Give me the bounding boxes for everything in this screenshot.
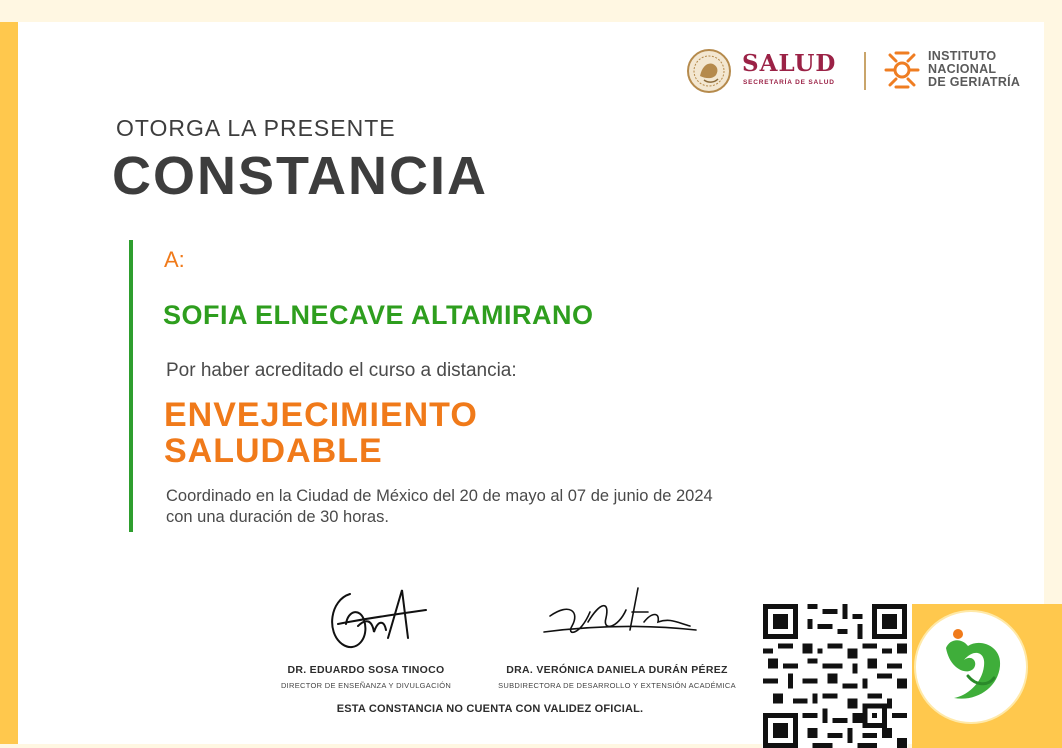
signature-1-icon	[318, 580, 430, 658]
course-details	[166, 486, 713, 528]
signature-2-icon	[540, 582, 700, 652]
signer-2-name: DRA. VERÓNICA DANIELA DURÁN PÉREZ	[506, 664, 728, 676]
course-title	[164, 397, 478, 469]
institute-line-3: DE GERIATRÍA	[928, 75, 1021, 89]
intro-text: OTORGA LA PRESENTE	[116, 115, 396, 141]
reason-text: Por haber acreditado el curso a distancia:	[166, 360, 517, 381]
salud-title: SALUD	[742, 50, 837, 77]
course-details-line-1: Coordinado en la Ciudad de México del 20 de mayo al 07 de junio de 2024	[166, 487, 713, 505]
logo-divider	[864, 52, 866, 90]
certificate-title: CONSTANCIA	[112, 146, 488, 206]
course-title-line-1: ENVEJECIMIENTO	[164, 396, 478, 434]
healthy-aging-badge-icon	[916, 612, 1026, 722]
signer-1-name: DR. EDUARDO SOSA TINOCO	[287, 664, 445, 676]
signer-2-role: SUBDIRECTORA DE DESARROLLO Y EXTENSIÓN ACADÉMICA	[498, 681, 736, 690]
institute-name	[928, 50, 1020, 89]
frame-top-border	[0, 0, 1062, 22]
qr-code-icon[interactable]	[762, 604, 908, 748]
recipient-name: SOFIA ELNECAVE ALTAMIRANO	[163, 300, 594, 330]
course-details-line-2: con una duración de 30 horas.	[166, 508, 389, 526]
signer-1-role: DIRECTOR DE ENSEÑANZA Y DIVULGACIÓN	[280, 681, 452, 690]
header-logos	[686, 46, 1030, 96]
healthy-aging-badge	[914, 610, 1028, 724]
institute-line-2: NACIONAL	[928, 62, 997, 76]
institute-line-1: INSTITUTO	[928, 49, 997, 63]
validity-disclaimer: ESTA CONSTANCIA NO CUENTA CON VALIDEZ OFICIAL.	[336, 703, 644, 715]
accent-bar	[129, 240, 133, 532]
frame-left-border	[0, 0, 18, 748]
salud-subtitle: SECRETARÍA DE SALUD	[743, 79, 835, 86]
mexico-seal-icon	[686, 48, 732, 94]
to-label: A:	[164, 247, 185, 272]
course-title-line-2: SALUDABLE	[164, 432, 383, 470]
geriatria-logo-icon	[882, 49, 922, 91]
